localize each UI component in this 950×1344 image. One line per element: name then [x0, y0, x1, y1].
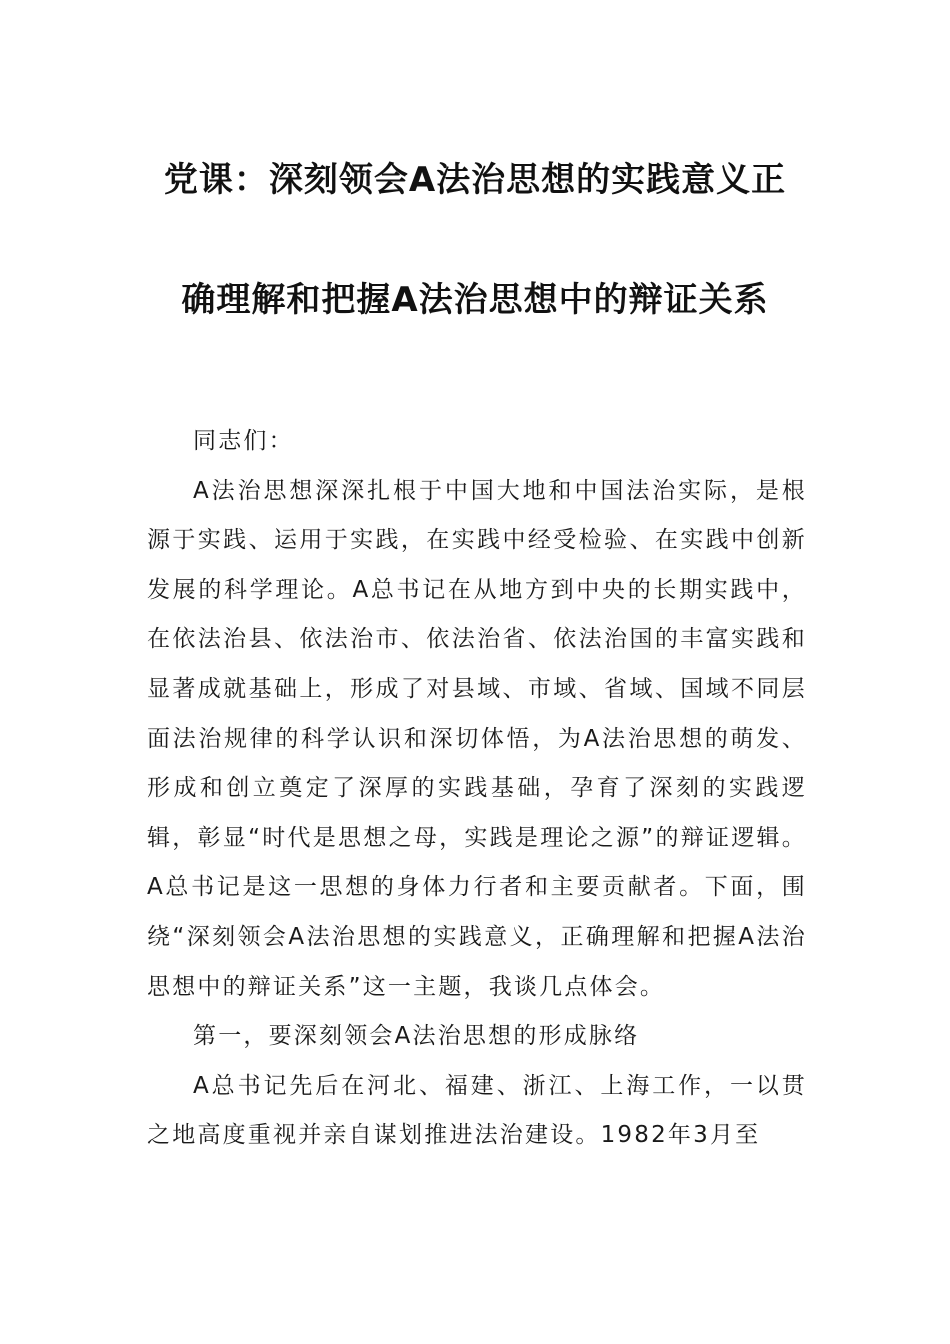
salutation: 同志们：: [193, 428, 294, 454]
paragraph-intro: A法治思想深深扎根于中国大地和中国法治实际，是根源于实践、运用于实践，在实践中经受检验、在实践中创新发展的科学理论。A总书记在从地方到中央的长期实践中，在依法治县、依法治市、依法治省、依法治国的丰富实践和显著成就基础上，形成了对县域、市域、省域、国域不同层面法治规律的科学认识和深切体悟，为A法治思想的萌发、形成和创立奠定了深厚的实践基础，孕育了深刻的实践逻辑，彰显“时代是思想之母，实践是理论之源”的辩证逻辑。A总书记是这一思想的身体力行者和主要贡献者。下面，围绕“深刻领会A法治思想的实践意义，正确理解和把握A法治思想中的辩证关系”这一主题，我谈几点体会。: [147, 477, 807, 1000]
document-title-line-1: 党课：深刻领会A法治思想的实践意义正: [163, 160, 787, 200]
paragraph-section-1: A总书记先后在河北、福建、浙江、上海工作，一以贯之地高度重视并亲自谋划推进法治建设。1982年3月至: [147, 1072, 807, 1149]
document-title-line-2: 确理解和把握A法治思想中的辩证关系: [181, 280, 769, 320]
document-body: [147, 417, 807, 1161]
section-heading-1: 第一，要深刻领会A法治思想的形成脉络: [193, 1023, 640, 1050]
